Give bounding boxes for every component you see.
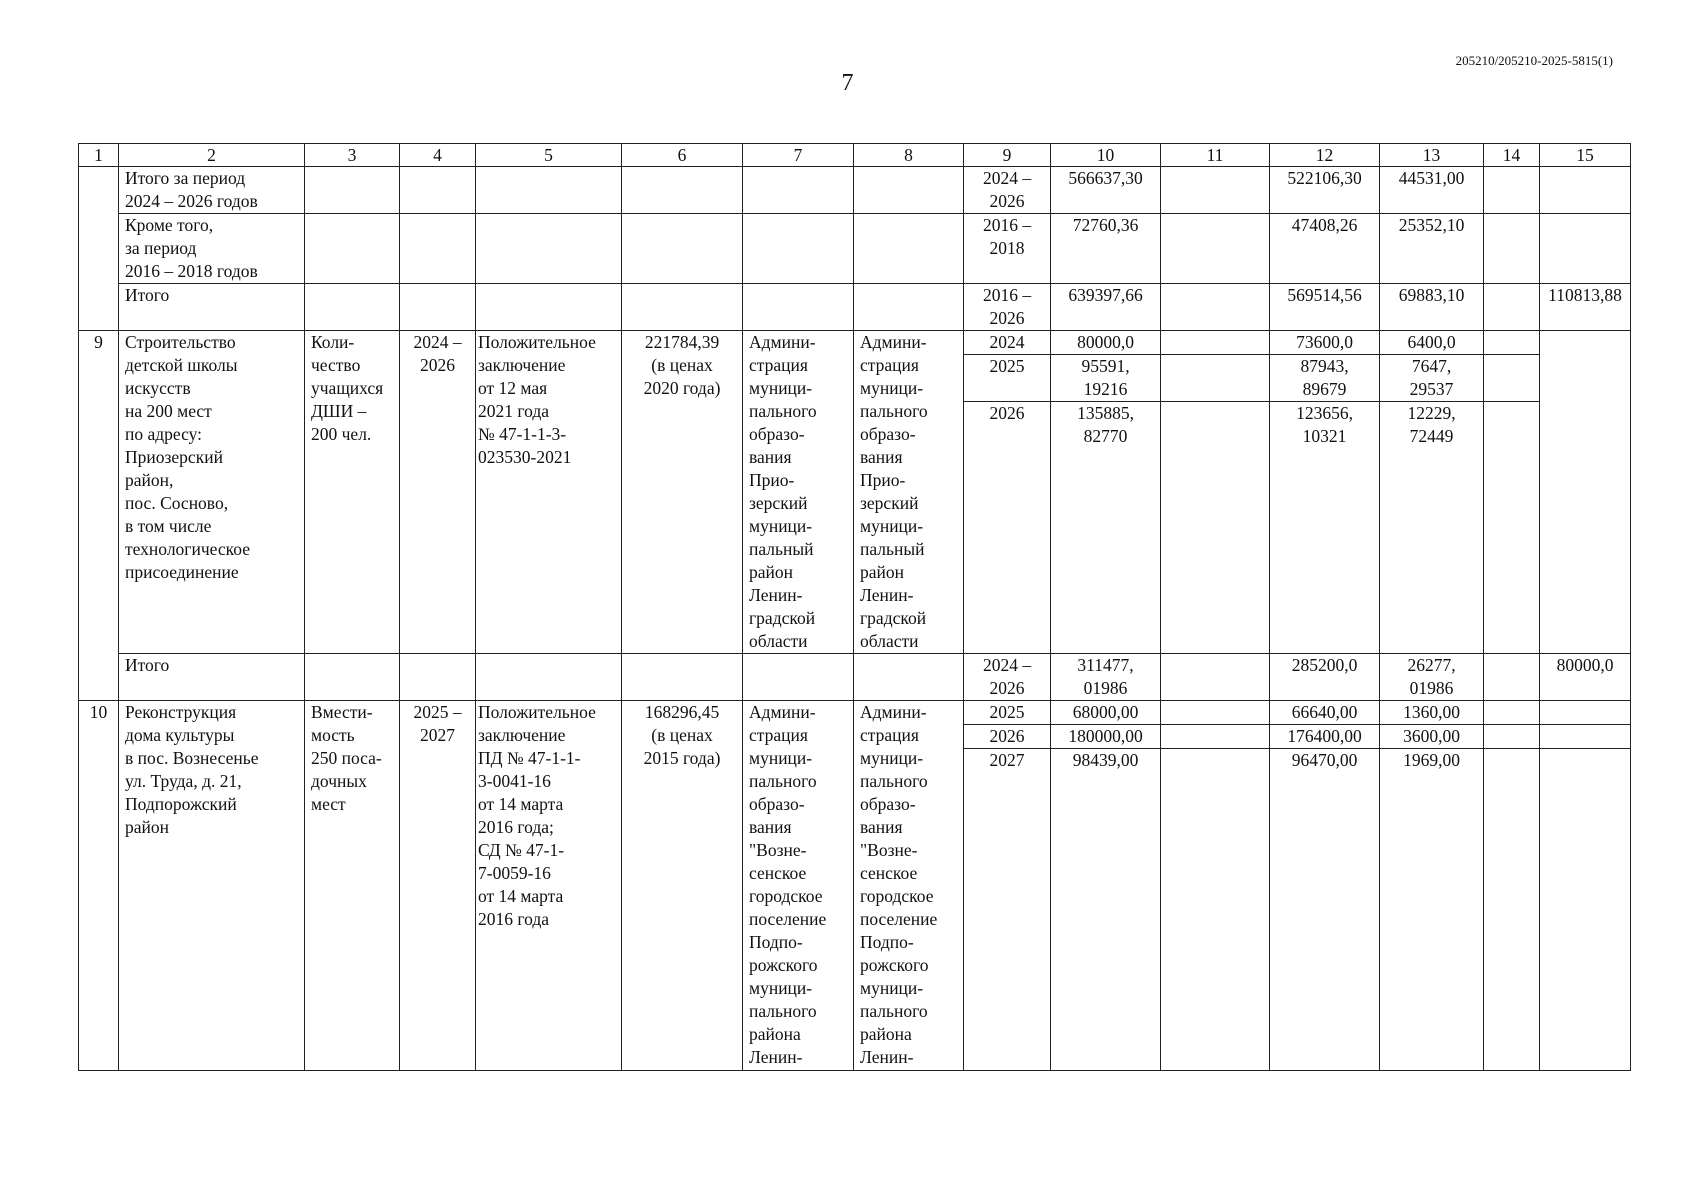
object-period: 2024 – 2026 bbox=[400, 331, 476, 654]
cell-col12: 285200,0 bbox=[1270, 654, 1380, 701]
table-row bbox=[79, 701, 1631, 725]
year: 2026 bbox=[964, 725, 1051, 749]
cell-col15: 80000,0 bbox=[1540, 654, 1631, 701]
row-name: Кроме того, за период 2016 – 2018 годов bbox=[119, 214, 305, 284]
cell-col10: 180000,00 bbox=[1051, 725, 1161, 749]
col-header: 3 bbox=[305, 144, 400, 167]
object-number: 9 bbox=[79, 331, 119, 701]
cell-col10: 95591, 19216 bbox=[1051, 355, 1161, 402]
year: 2027 bbox=[964, 749, 1051, 1071]
object-period: 2025 – 2027 bbox=[400, 701, 476, 1071]
year: 2024 bbox=[964, 331, 1051, 355]
table-row bbox=[79, 654, 1631, 701]
cell-col12: 569514,56 bbox=[1270, 284, 1380, 331]
row-years: 2016 – 2018 bbox=[964, 214, 1051, 284]
cell-col13: 12229, 72449 bbox=[1380, 402, 1484, 654]
col-header: 7 bbox=[743, 144, 854, 167]
col-header: 10 bbox=[1051, 144, 1161, 167]
cell-col13: 69883,10 bbox=[1380, 284, 1484, 331]
col-header: 6 bbox=[622, 144, 743, 167]
cell-col10: 68000,00 bbox=[1051, 701, 1161, 725]
cell-col12: 87943, 89679 bbox=[1270, 355, 1380, 402]
cell-col12: 176400,00 bbox=[1270, 725, 1380, 749]
object-number: 10 bbox=[79, 701, 119, 1071]
cell-col12: 66640,00 bbox=[1270, 701, 1380, 725]
object-name: Строительство детской школы искусств на 200 мест по адресу: Приозерский район, пос. Сосново, в том числе технологическое присоединение bbox=[119, 331, 305, 654]
year: 2025 bbox=[964, 701, 1051, 725]
row-years: 2024 – 2026 bbox=[964, 654, 1051, 701]
col-header: 2 bbox=[119, 144, 305, 167]
year: 2026 bbox=[964, 402, 1051, 654]
column-number-row bbox=[79, 144, 1631, 167]
year: 2025 bbox=[964, 355, 1051, 402]
cell-col12: 47408,26 bbox=[1270, 214, 1380, 284]
row-years: 2024 – 2026 bbox=[964, 167, 1051, 214]
col-header: 13 bbox=[1380, 144, 1484, 167]
cell-col10: 311477, 01986 bbox=[1051, 654, 1161, 701]
object-capacity: Вмести- мость 250 поса- дочных мест bbox=[305, 701, 400, 1071]
cell-col12: 73600,0 bbox=[1270, 331, 1380, 355]
cell-col13: 3600,00 bbox=[1380, 725, 1484, 749]
object-name: Реконструкция дома культуры в пос. Вознесенье ул. Труда, д. 21, Подпорожский район bbox=[119, 701, 305, 1071]
table-row bbox=[79, 167, 1631, 214]
cell-col13: 26277, 01986 bbox=[1380, 654, 1484, 701]
cell-col10: 72760,36 bbox=[1051, 214, 1161, 284]
cell-col13: 1969,00 bbox=[1380, 749, 1484, 1071]
cell-col15: 110813,88 bbox=[1540, 284, 1631, 331]
row-years: 2016 – 2026 bbox=[964, 284, 1051, 331]
col-header: 1 bbox=[79, 144, 119, 167]
program-table bbox=[78, 143, 1631, 1071]
col-header: 12 bbox=[1270, 144, 1380, 167]
cell-col10: 135885, 82770 bbox=[1051, 402, 1161, 654]
object-cost: 221784,39 (в ценах 2020 года) bbox=[622, 331, 743, 654]
cell-col12: 96470,00 bbox=[1270, 749, 1380, 1071]
col-header: 5 bbox=[476, 144, 622, 167]
col-header: 14 bbox=[1484, 144, 1540, 167]
page-number: 7 bbox=[841, 70, 854, 96]
object-cost: 168296,45 (в ценах 2015 года) bbox=[622, 701, 743, 1071]
col-header: 4 bbox=[400, 144, 476, 167]
col-header: 8 bbox=[854, 144, 964, 167]
object-conclusion: Положительное заключение от 12 мая 2021 года № 47-1-1-3- 023530-2021 bbox=[476, 331, 622, 654]
row-name: Итого за период 2024 – 2026 годов bbox=[119, 167, 305, 214]
cell-col12: 123656, 10321 bbox=[1270, 402, 1380, 654]
object-conclusion: Положительное заключение ПД № 47-1-1- 3-0041-16 от 14 марта 2016 года; СД № 47-1- 7-0059-16 от 14 марта 2016 года bbox=[476, 701, 622, 1071]
row-name: Итого bbox=[119, 284, 305, 331]
cell-col12: 522106,30 bbox=[1270, 167, 1380, 214]
row-name: Итого bbox=[119, 654, 305, 701]
cell-col13: 25352,10 bbox=[1380, 214, 1484, 284]
cell-col13: 6400,0 bbox=[1380, 331, 1484, 355]
object-customer: Админи- страция муници- пального образо- вания Прио- зерский муници- пальный район Ленин- градской области bbox=[743, 331, 854, 654]
object-builder: Админи- страция муници- пального образо- вания "Возне- сенское городское поселение Подпо- рожского муници- пального района Ленин- bbox=[854, 701, 964, 1071]
cell-col10: 80000,0 bbox=[1051, 331, 1161, 355]
table-row bbox=[79, 284, 1631, 331]
object-capacity: Коли- чество учащихся ДШИ – 200 чел. bbox=[305, 331, 400, 654]
table-row bbox=[79, 214, 1631, 284]
cell-col10: 639397,66 bbox=[1051, 284, 1161, 331]
cell-col13: 1360,00 bbox=[1380, 701, 1484, 725]
object-builder: Админи- страция муници- пального образо- вания Прио- зерский муници- пальный район Ленин- градской области bbox=[854, 331, 964, 654]
cell-col10: 98439,00 bbox=[1051, 749, 1161, 1071]
col-header: 11 bbox=[1161, 144, 1270, 167]
cell-col13: 44531,00 bbox=[1380, 167, 1484, 214]
col-header: 15 bbox=[1540, 144, 1631, 167]
object-customer: Админи- страция муници- пального образо- вания "Возне- сенское городское поселение Подпо- рожского муници- пального района Ленин- bbox=[743, 701, 854, 1071]
table-row bbox=[79, 331, 1631, 355]
cell-col13: 7647, 29537 bbox=[1380, 355, 1484, 402]
cell-col10: 566637,30 bbox=[1051, 167, 1161, 214]
col-header: 9 bbox=[964, 144, 1051, 167]
document-id: 205210/205210-2025-5815(1) bbox=[1455, 53, 1613, 68]
